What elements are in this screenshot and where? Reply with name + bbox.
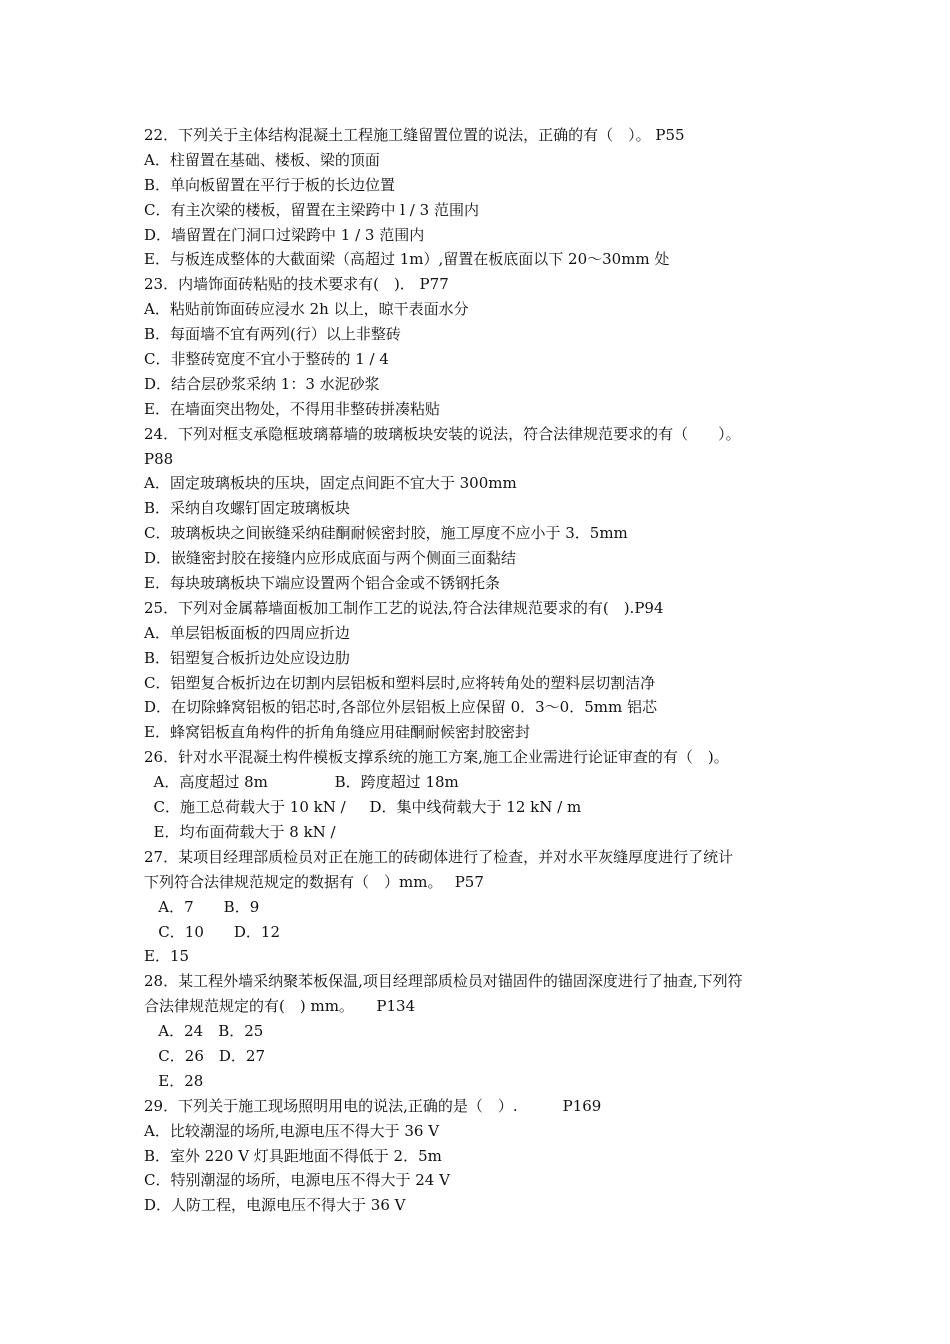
option-29-a: A．比较潮湿的场所,电源电压不得大于 36 V xyxy=(144,1121,440,1140)
option-27-e: E．15 xyxy=(144,947,190,966)
options-28-ab: A．24 B．25 xyxy=(144,1022,264,1041)
option-28-e: E．28 xyxy=(144,1071,204,1090)
question-24: 24．下列对框支承隐框玻璃幕墙的玻璃板块安装的说法，符合法律规范要求的有（ ）。 xyxy=(144,424,741,443)
option-23-b: B．每面墙不宜有两列(行）以上非整砖 xyxy=(144,325,401,344)
question-22: 22．下列关于主体结构混凝土工程施工缝留置位置的说法，正确的有（ ）。 P55 xyxy=(144,126,685,144)
options-28-cd: C．26 D．27 xyxy=(144,1046,265,1065)
option-29-d: D．人防工程，电源电压不得大于 36 V xyxy=(144,1196,406,1215)
option-24-d: D．嵌缝密封胶在接缝内应形成底面与两个侧面三面黏结 xyxy=(144,549,517,568)
options-27-cd: C．10 D．12 xyxy=(144,922,280,941)
question-text-block xyxy=(144,123,834,1218)
options-27-ab: A．7 B．9 xyxy=(144,897,260,916)
question-29: 29．下列关于施工现场照明用电的说法,正确的是（ ）. P169 xyxy=(144,1096,602,1115)
option-25-a: A．单层铝板面板的四周应折边 xyxy=(144,623,350,642)
option-24-e: E．每块玻璃板块下端应设置两个铝合金或不锈钢托条 xyxy=(144,574,500,593)
option-22-b: B．单向板留置在平行于板的长边位置 xyxy=(144,175,396,194)
option-25-b: B．铝塑复合板折边处应设边肋 xyxy=(144,648,351,667)
option-23-e: E．在墙面突出物处，不得用非整砖拼凑粘贴 xyxy=(144,399,440,418)
option-25-d: D．在切除蜂窝铝板的铝芯时,各部位外层铝板上应保留 0．3～0．5mm 铝芯 xyxy=(144,698,657,717)
option-23-d: D．结合层砂浆采纳 1：3 水泥砂浆 xyxy=(144,374,380,393)
question-27: 27．某项目经理部质检员对正在施工的砖砌体进行了检查，并对水平灰缝厚度进行了统计 xyxy=(144,847,734,866)
question-28-cont: 合法律规范规定的有( ) mm。 P134 xyxy=(144,997,416,1016)
options-26-cd: C．施工总荷载大于 10 kN / D．集中线荷载大于 12 kN / m xyxy=(144,798,582,817)
option-22-d: D．墙留置在门洞口过梁跨中 1 / 3 范围内 xyxy=(144,225,425,244)
question-28: 28．某工程外墙采纳聚苯板保温,项目经理部质检员对锚固件的锚固深度进行了抽查,下列符 xyxy=(144,972,743,991)
option-29-c: C．特别潮湿的场所，电源电压不得大于 24 V xyxy=(144,1171,450,1190)
option-24-a: A．固定玻璃板块的压块，固定点间距不宜大于 300mm xyxy=(144,474,517,493)
option-25-e: E．蜂窝铝板直角构件的折角角缝应用硅酮耐候密封胶密封 xyxy=(144,723,530,742)
question-24-page-ref: P88 xyxy=(144,449,174,468)
options-26-ab: A．高度超过 8m B．跨度超过 18m xyxy=(144,773,459,792)
option-22-e: E．与板连成整体的大截面梁（高超过 1m）,留置在板底面以下 20～30mm 处 xyxy=(144,250,670,269)
question-25: 25．下列对金属幕墙面板加工制作工艺的说法,符合法律规范要求的有( ).P94 xyxy=(144,598,664,617)
option-26-e: E．均布面荷载大于 8 kN / xyxy=(144,822,336,841)
option-23-c: C．非整砖宽度不宜小于整砖的 1 / 4 xyxy=(144,350,389,369)
option-29-b: B．室外 220 V 灯具距地面不得低于 2．5m xyxy=(144,1146,442,1165)
question-23: 23．内墙饰面砖粘贴的技术要求有( )． P77 xyxy=(144,275,449,294)
option-25-c: C．铝塑复合板折边在切割内层铝板和塑料层时,应将转角处的塑料层切割洁净 xyxy=(144,673,656,692)
option-23-a: A．粘贴前饰面砖应浸水 2h 以上，晾干表面水分 xyxy=(144,300,469,319)
option-22-c: C．有主次梁的楼板，留置在主梁跨中 l / 3 范围内 xyxy=(144,200,479,219)
option-24-c: C．玻璃板块之间嵌缝采纳硅酮耐候密封胶，施工厚度不应小于 3．5mm xyxy=(144,524,628,543)
question-26: 26．针对水平混凝土构件模板支撑系统的施工方案,施工企业需进行论证审查的有（ )。 xyxy=(144,748,729,767)
option-24-b: B．采纳自攻螺钉固定玻璃板块 xyxy=(144,499,351,518)
question-27-cont: 下列符合法律规范规定的数据有（ ）mm。 P57 xyxy=(144,872,484,891)
option-22-a: A．柱留置在基础、楼板、梁的顶面 xyxy=(144,150,380,169)
